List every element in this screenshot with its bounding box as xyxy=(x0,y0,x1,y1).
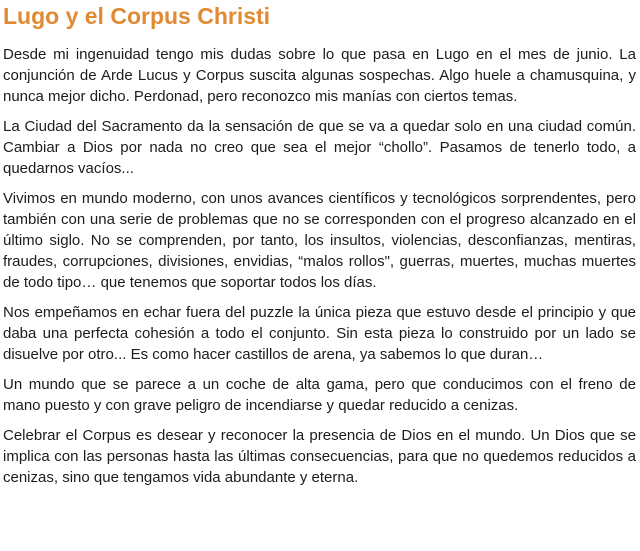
paragraph-6: Celebrar el Corpus es desear y reconocer la presencia de Dios en el mundo. Un Dios que se implica con las personas hasta las últimas consecuencias, para que no quedemos reducidos a cenizas, sino que tengamos vida abundante y eterna. xyxy=(3,427,636,486)
page-title: Lugo y el Corpus Christi xyxy=(3,3,271,29)
paragraph-3: Vivimos en mundo moderno, con unos avances científicos y tecnológicos sorprendentes, pero también con una serie de problemas que no se corresponden con el progreso alcanzado en el último siglo. No se comprenden, por tanto, los insultos, violencias, desconfianzas, mentiras, fraudes, corrupciones, divisiones, envidias, “malos rollos", guerras, muertes, muchas muertes de todo tipo… que tenemos que soportar todos los días. xyxy=(3,190,636,291)
paragraph-1: Desde mi ingenuidad tengo mis dudas sobre lo que pasa en Lugo en el mes de junio. La conjunción de Arde Lucus y Corpus suscita algunas sospechas. Algo huele a chamusquina, y nunca mejor dicho. Perdonad, pero reconozco mis manías con ciertos temas. xyxy=(3,46,636,105)
paragraph-5: Un mundo que se parece a un coche de alta gama, pero que conducimos con el freno de mano puesto y con grave peligro de incendiarse y quedar reducido a cenizas. xyxy=(3,376,636,414)
paragraph-4: Nos empeñamos en echar fuera del puzzle la única pieza que estuvo desde el principio y que daba una perfecta cohesión a todo el conjunto. Sin esta pieza lo construido por un lado se disuelve por otro... Es como hacer castillos de arena, ya sabemos lo que duran… xyxy=(3,304,636,363)
paragraph-2: La Ciudad del Sacramento da la sensación de que se va a quedar solo en una ciudad común. Cambiar a Dios por nada no creo que sea el mejor “chollo”. Pasamos de tenerlo todo, a quedarnos vacíos... xyxy=(3,118,636,177)
